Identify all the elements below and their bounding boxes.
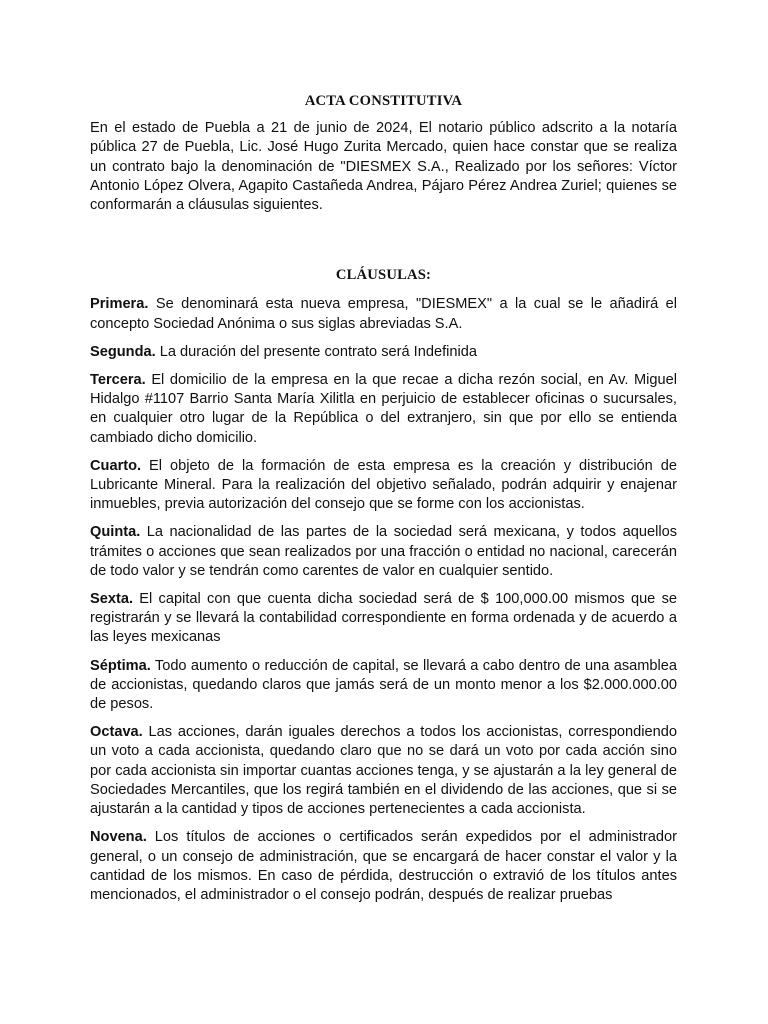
clause-label: Sexta. <box>90 591 133 608</box>
clause-label: Primera. <box>90 296 149 313</box>
clause-label: Octava. <box>90 724 143 741</box>
clause-octava <box>90 723 677 819</box>
intro-paragraph: En el estado de Puebla a 21 de junio de 2024, El notario público adscrito a la notaría pública 27 de Puebla, Lic. José Hugo Zurita Mercado, quien hace constar que se realiza un contrato bajo la denominación de "DIESMEX S.A., Realizado por los señores: Víctor Antonio López Olvera, Agapito Castañeda Andrea, Pájaro Pérez Andrea Zuriel; quienes se conformarán a cláusulas siguientes. <box>90 120 677 214</box>
clauses-heading: CLÁUSULAS: <box>335 267 432 284</box>
clause-text: Los títulos de acciones o certificados serán expedidos por el administrador general, o un consejo de administración, que se encargará de hacer constar el valor y la cantidad de los mismos. En caso de pérdida, destrucción o extravió de los títulos antes mencionados, el administrador o el consejo podrán, después de realizar pruebas <box>90 829 677 903</box>
document-title: ACTA CONSTITUTIVA <box>304 93 463 109</box>
clause-quinta <box>90 523 677 581</box>
clause-label: Cuarto. <box>90 457 142 474</box>
clause-text: El capital con que cuenta dicha sociedad será de $ 100,000.00 mismos que se registrarán y se llevará la contabilidad correspondiente en forma ordenada y de acuerdo a las leyes mexicanas <box>90 591 677 646</box>
clause-label: Séptima. <box>90 657 151 674</box>
clause-text: Las acciones, darán iguales derechos a todos los accionistas, correspondiendo un voto a cada accionista, quedando claro que no se dará un voto por cada acción sino por cada accionista sin importar cuantas acciones tenga, y se ajustarán a la ley general de Sociedades Mercantiles, que los regirá también en el dividendo de las acciones, que si se ajustarán a la cantidad y tipos de acciones pertenecientes a cada accionista. <box>90 724 677 818</box>
clause-novena <box>90 828 677 905</box>
clause-tercera <box>90 371 677 448</box>
clause-text: Todo aumento o reducción de capital, se llevará a cabo dentro de una asamblea de accionistas, quedando claros que jamás será de un monto menor a los $2.000.000.00 de pesos. <box>90 657 677 713</box>
clause-primera <box>90 295 677 333</box>
clause-septima <box>90 657 677 715</box>
document-page <box>90 92 677 914</box>
clause-label: Quinta. <box>90 524 141 541</box>
clause-sexta <box>90 590 677 648</box>
clause-cuarto <box>90 457 677 515</box>
clause-segunda <box>90 343 677 362</box>
clause-text: El domicilio de la empresa en la que recae a dicha rezón social, en Av. Miguel Hidalgo #1107 Barrio Santa María Xilitla en perjuicio de establecer oficinas o sucursales, en cualquier otro lugar de la República o del extranjero, sin que por ello se entienda cambiado dicho domicilio. <box>90 372 677 446</box>
clause-text: Se denominará esta nueva empresa, "DIESMEX" a la cual se le añadirá el concepto Sociedad Anónima o sus siglas abreviadas S.A. <box>90 296 677 332</box>
clause-text: La duración del presente contrato será Indefinida <box>155 343 477 360</box>
clause-label: Tercera. <box>90 372 146 389</box>
clause-text: El objeto de la formación de esta empresa es la creación y distribución de Lubricante Mineral. Para la realización del objetivo señalado, podrán adquirir y enajenar inmuebles, previa autorización del consejo que se forme con los accionistas. <box>90 457 677 513</box>
clause-label: Segunda. <box>90 343 156 360</box>
clause-text: La nacionalidad de las partes de la sociedad será mexicana, y todos aquellos trámites o acciones que sean realizados por una fracción o entidad no nacional, carecerán de todo valor y se tendrán como carentes de valor en cualquier sentido. <box>90 524 677 579</box>
clause-label: Novena. <box>90 829 147 846</box>
